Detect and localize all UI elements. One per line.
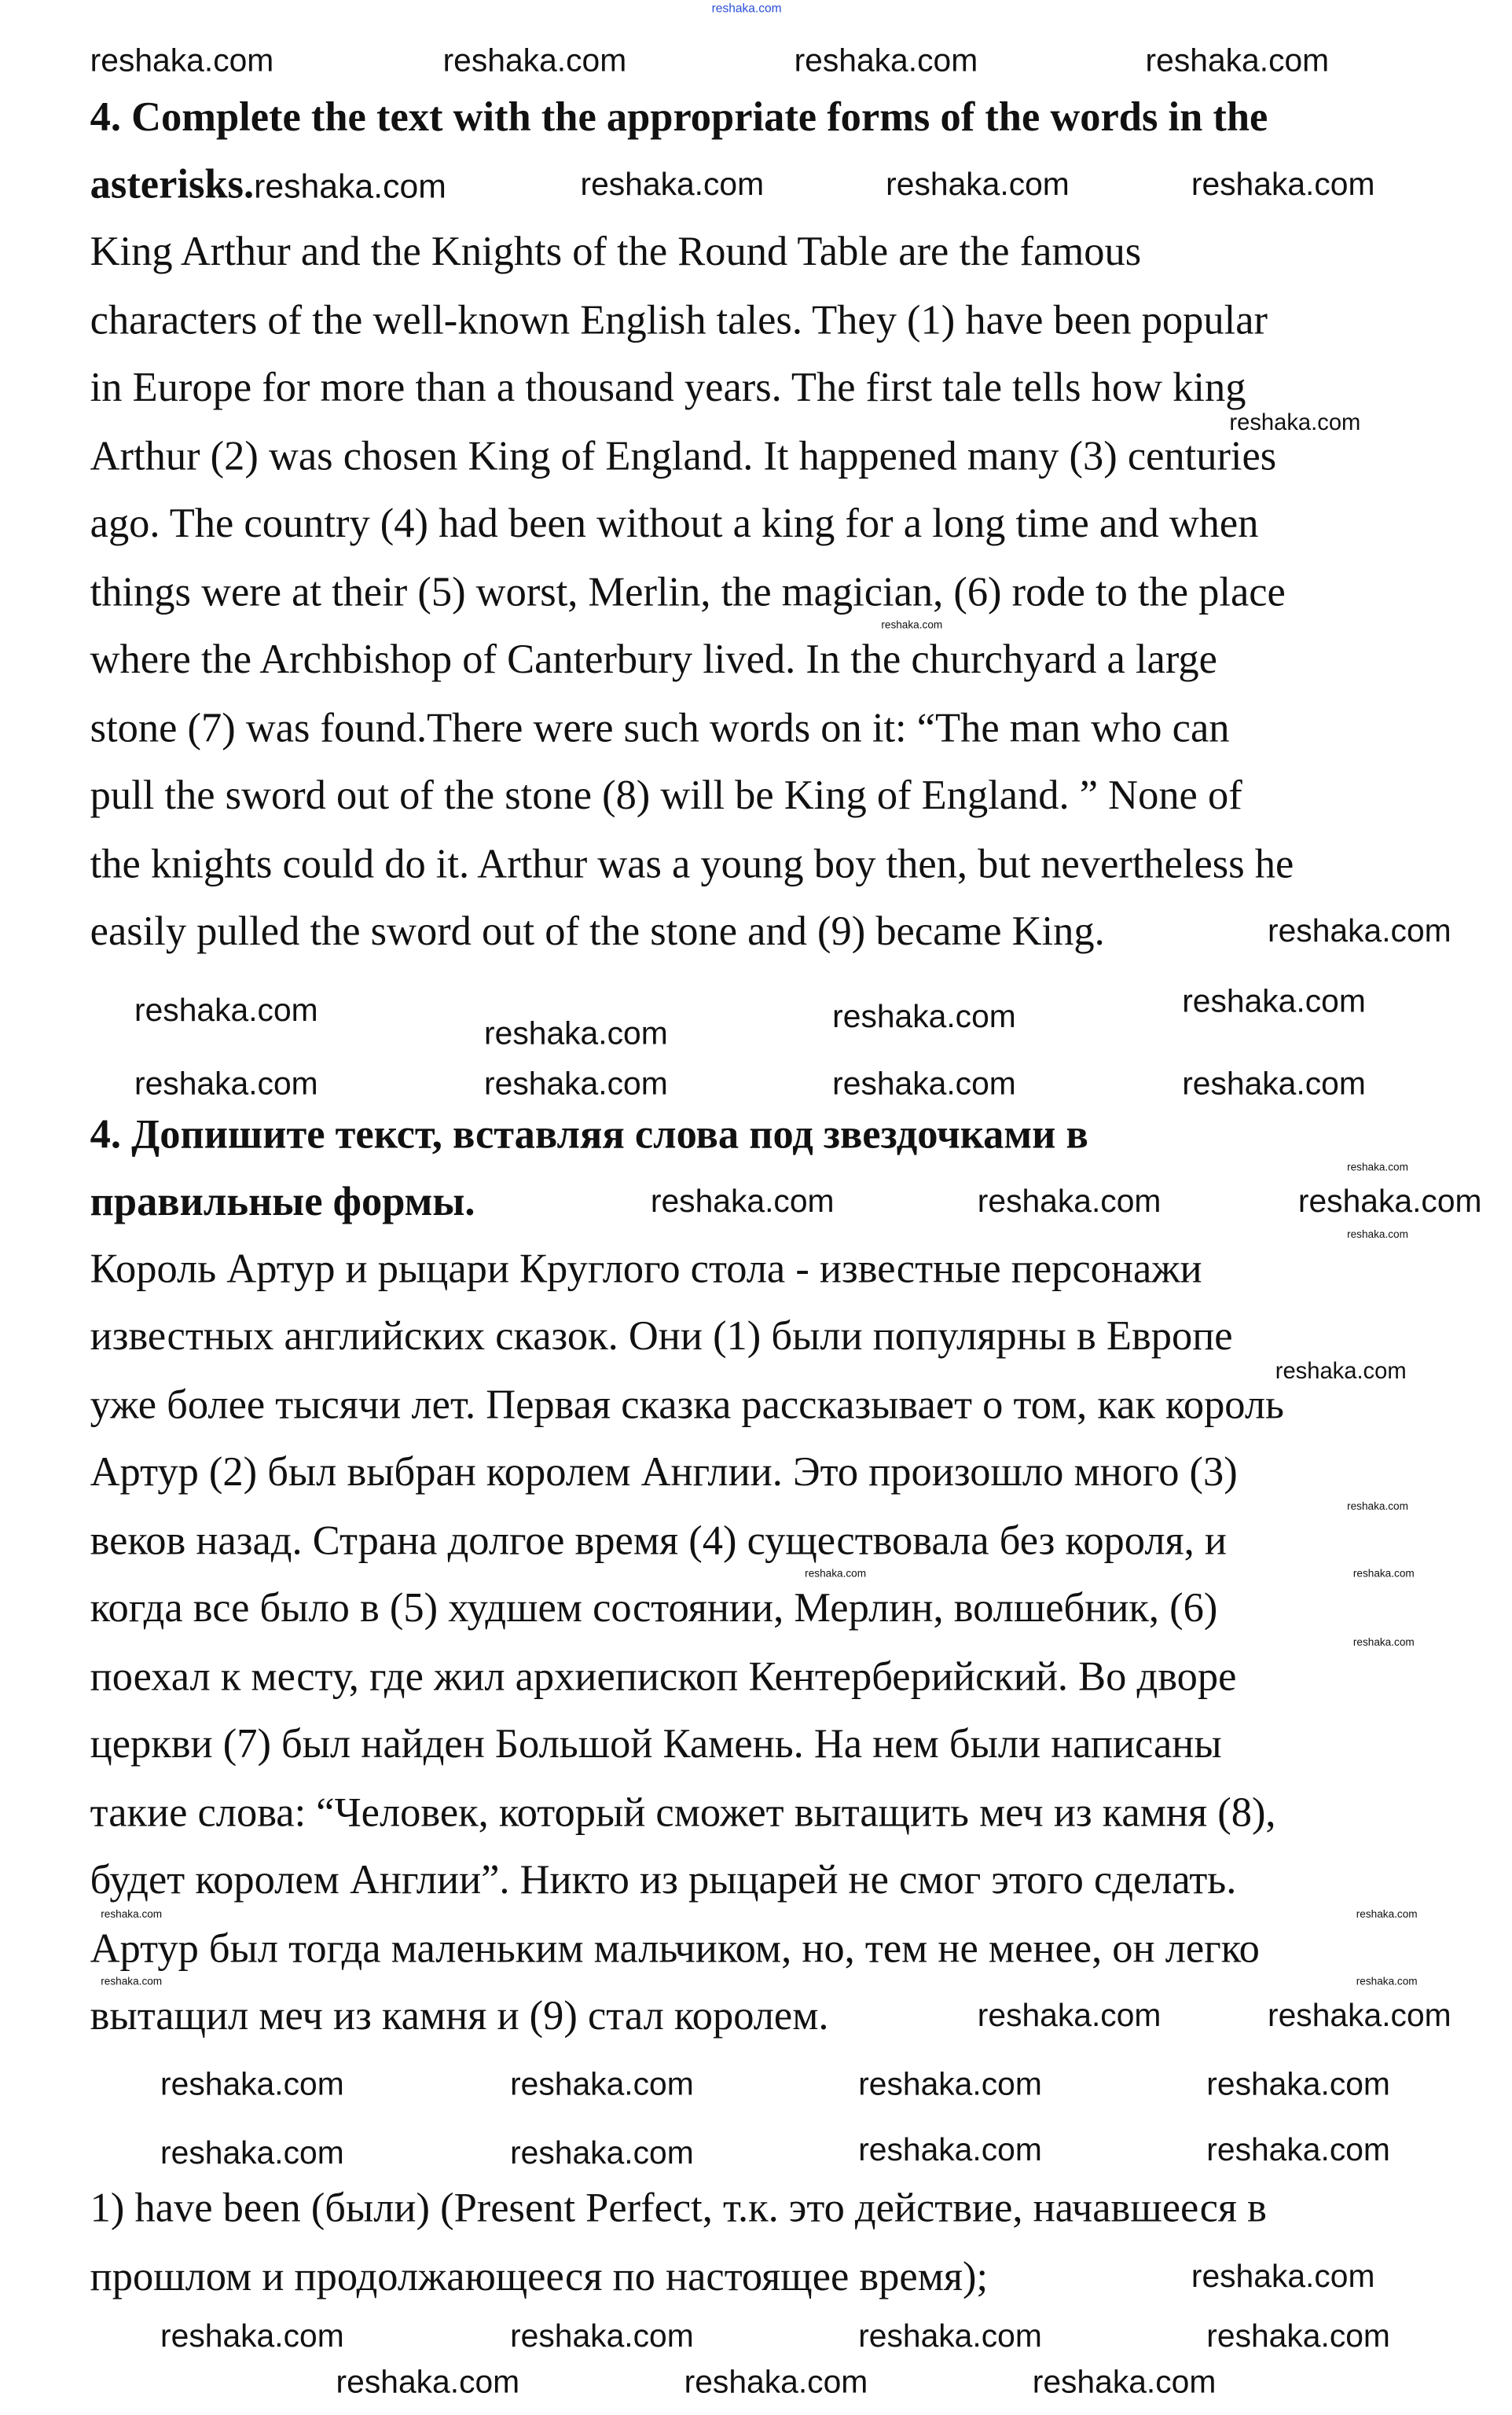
- english-body-line: where the Archbishop of Canterbury lived. In the churchyard a large: [90, 636, 1217, 682]
- english-body-line: stone (7) was found.There were such words on it: “The man who can: [90, 704, 1230, 751]
- watermark: reshaka.com: [510, 2135, 694, 2171]
- watermark: reshaka.com: [1206, 2319, 1390, 2354]
- watermark: reshaka.com: [484, 1066, 668, 1103]
- watermark: reshaka.com: [1356, 1976, 1418, 1988]
- english-body-line: characters of the well-known English tales. They (1) have been popular: [90, 296, 1268, 343]
- watermark: reshaka.com: [336, 2365, 520, 2401]
- watermark: reshaka.com: [1347, 1230, 1408, 1242]
- watermark: reshaka.com: [858, 2319, 1042, 2354]
- watermark: reshaka.com: [1229, 409, 1361, 436]
- watermark: reshaka.com: [977, 1184, 1162, 1220]
- english-title-line-1: 4. Complete the text with the appropriate forms of the words in the: [90, 94, 1268, 140]
- russian-title-line-1: 4. Допишите текст, вставляя слова под звездочками в: [90, 1110, 1088, 1158]
- russian-body-line: церкви (7) был найден Большой Камень. На нем были написаны: [90, 1720, 1222, 1767]
- russian-body-line: Артур был тогда маленьким мальчиком, но, тем не менее, он легко: [90, 1925, 1260, 1971]
- watermark: reshaka.com: [1275, 1357, 1407, 1384]
- russian-body-line: уже более тысячи лет. Первая сказка рассказывает о том, как король: [90, 1381, 1284, 1428]
- watermark: reshaka.com: [101, 1976, 163, 1988]
- russian-body-line: веков назад. Страна долгое время (4) существовала без короля, и: [90, 1517, 1227, 1564]
- watermark: reshaka.com: [1347, 1162, 1408, 1174]
- watermark: reshaka.com: [160, 2319, 344, 2354]
- answer-line: прошлом и продолжающееся по настоящее время);: [90, 2253, 989, 2299]
- watermark: reshaka.com: [90, 43, 274, 79]
- watermark: reshaka.com: [886, 167, 1070, 203]
- watermark: reshaka.com: [160, 2067, 344, 2103]
- watermark: reshaka.com: [1206, 2132, 1390, 2168]
- watermark: reshaka.com: [1268, 1998, 1451, 2034]
- watermark: reshaka.com: [160, 2135, 344, 2171]
- watermark: reshaka.com: [1352, 1637, 1415, 1648]
- english-body-line: in Europe for more than a thousand years. The first tale tells how king: [90, 364, 1246, 410]
- russian-body-line: когда все было в (5) худшем состоянии, Мерлин, волшебник, (6): [90, 1584, 1218, 1631]
- english-title-line-2: [90, 161, 446, 207]
- english-body-line: King Arthur and the Knights of the Round Table are the famous: [90, 228, 1142, 274]
- watermark: reshaka.com: [805, 1569, 867, 1580]
- watermark: reshaka.com: [977, 1998, 1162, 2034]
- watermark: reshaka.com: [1297, 1184, 1482, 1220]
- english-body-line: easily pulled the sword out of the stone and (9) became King.: [90, 908, 1105, 954]
- watermark: reshaka.com: [832, 999, 1016, 1035]
- watermark: reshaka.com: [510, 2319, 694, 2354]
- answer-line: 1) have been (были) (Present Perfect, т.к. это действие, начавшееся в: [90, 2185, 1267, 2231]
- watermark-top: reshaka.com: [711, 1, 782, 16]
- watermark: reshaka.com: [881, 620, 943, 632]
- watermark: reshaka.com: [1356, 1909, 1418, 1920]
- watermark: reshaka.com: [858, 2067, 1042, 2103]
- english-title-text: asterisks.: [90, 161, 255, 207]
- watermark: reshaka.com: [1191, 2259, 1375, 2295]
- watermark: reshaka.com: [1182, 984, 1366, 1020]
- watermark: reshaka.com: [650, 1184, 835, 1220]
- english-body-line: Arthur (2) was chosen King of England. It happened many (3) centuries: [90, 432, 1277, 479]
- watermark: reshaka.com: [832, 1066, 1016, 1103]
- watermark: reshaka.com: [1145, 43, 1330, 79]
- russian-body-line: вытащил меч из камня и (9) стал королем.: [90, 1992, 829, 2039]
- watermark: reshaka.com: [442, 43, 627, 79]
- watermark: reshaka.com: [1182, 1066, 1366, 1103]
- watermark: reshaka.com: [1268, 914, 1451, 949]
- watermark: reshaka.com: [254, 167, 446, 206]
- russian-body-line: Артур (2) был выбран королем Англии. Это произошло много (3): [90, 1448, 1238, 1495]
- watermark: reshaka.com: [580, 167, 765, 203]
- english-body-line: the knights could do it. Arthur was a young boy then, but nevertheless he: [90, 840, 1294, 887]
- russian-body-line: поехал к месту, где жил архиепископ Кентерберийский. Во дворе: [90, 1653, 1237, 1700]
- watermark: reshaka.com: [1206, 2067, 1390, 2103]
- english-body-line: ago. The country (4) had been without a king for a long time and when: [90, 500, 1259, 546]
- watermark: reshaka.com: [134, 993, 318, 1029]
- watermark: reshaka.com: [1352, 1569, 1415, 1580]
- watermark: reshaka.com: [794, 43, 978, 79]
- watermark: reshaka.com: [1191, 167, 1375, 203]
- watermark: reshaka.com: [101, 1909, 163, 1920]
- watermark: reshaka.com: [510, 2067, 694, 2103]
- russian-body-line: Король Артур и рыцари Круглого стола - известные персонажи: [90, 1245, 1202, 1292]
- watermark: reshaka.com: [1347, 1501, 1408, 1512]
- russian-body-line: известных английских сказок. Они (1) были популярны в Европе: [90, 1312, 1233, 1359]
- watermark: reshaka.com: [858, 2132, 1042, 2168]
- russian-body-line: будет королем Англии”. Никто из рыцарей не смог этого сделать.: [90, 1856, 1237, 1903]
- watermark: reshaka.com: [484, 1016, 668, 1052]
- watermark: reshaka.com: [1032, 2365, 1217, 2401]
- watermark: reshaka.com: [134, 1066, 318, 1103]
- english-body-line: things were at their (5) worst, Merlin, the magician, (6) rode to the place: [90, 568, 1286, 615]
- watermark: reshaka.com: [684, 2365, 868, 2401]
- english-body-line: pull the sword out of the stone (8) will be King of England. ” None of: [90, 772, 1242, 818]
- russian-title-line-2: правильные формы.: [90, 1178, 475, 1224]
- russian-body-line: такие слова: “Человек, который сможет вытащить меч из камня (8),: [90, 1789, 1276, 1835]
